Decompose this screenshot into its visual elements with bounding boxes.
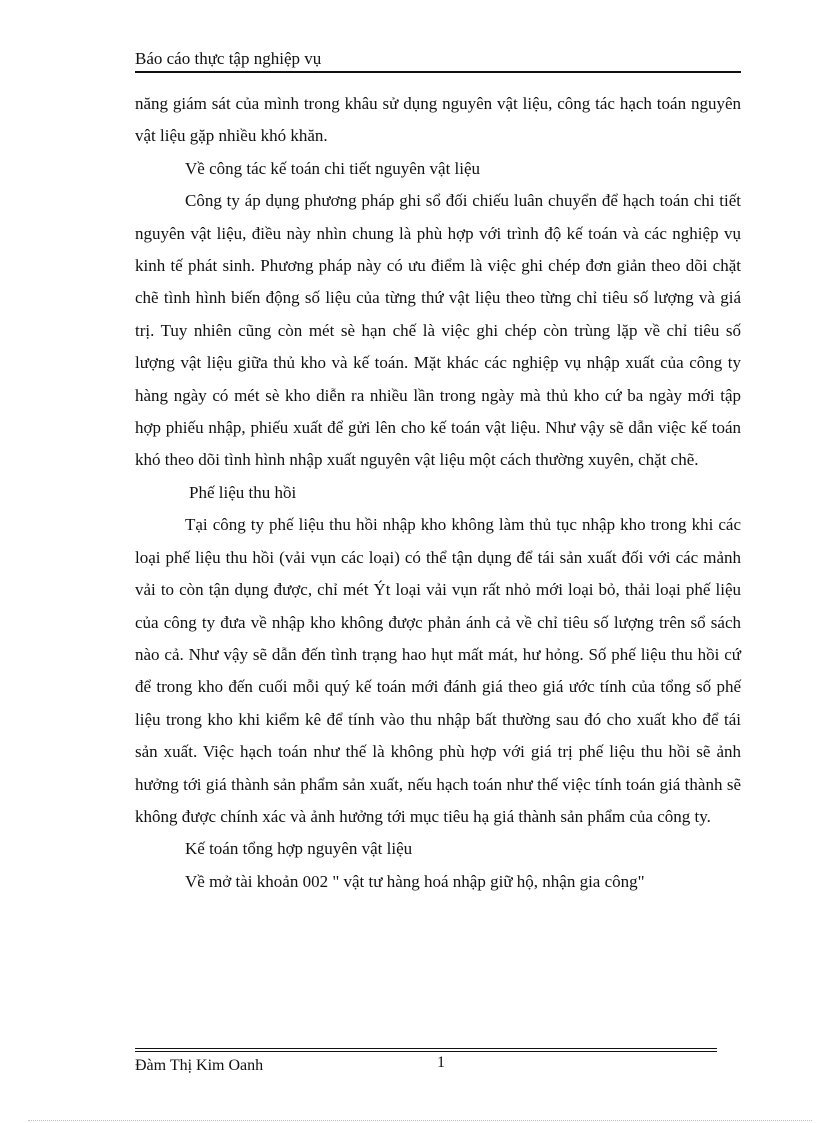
- section-heading-general-accounting: Kế toán tổng hợp nguyên vật liệu: [185, 839, 413, 859]
- footer-rule: [135, 1048, 717, 1049]
- footer-author: Đàm Thị Kim Oanh: [135, 1057, 264, 1074]
- section-heading-scrap: Phế liệu thu hồi: [189, 482, 297, 502]
- page-footer: [135, 1048, 717, 1078]
- paragraph-account-002: Về mở tài khoản 002 " vật tư hàng hoá nhập giữ hộ, nhận gia công": [185, 871, 645, 891]
- page-header: [135, 48, 741, 70]
- header-rule: [135, 71, 741, 73]
- paragraph-detail-accounting: Công ty áp dụng phương pháp ghi sổ đối chiếu luân chuyển để hạch toán chi tiết nguyên vật liệu, điều này nhìn chung là phù hợp với trình độ kế toán và các nghiệp vụ kinh tế phát sinh. Phương pháp này có ưu điểm là việc ghi chép đơn giản theo dõi chặt chẽ tình hình biến động số liệu của từng thứ vật liệu theo từng chỉ tiêu số lượng và giá trị. Tuy nhiên cũng còn mét sè hạn chế là việc ghi chép còn trùng lặp về chỉ tiêu số lượng vật liệu giữa thủ kho và kế toán. Mặt khác các nghiệp vụ nhập xuất của công ty hàng ngày có mét sè kho diễn ra nhiều lần trong ngày mà thủ kho cứ ba ngày mới tập hợp phiếu nhập, phiếu xuất để gửi lên cho kế toán vật liệu. Như vậy sẽ dẫn việc kế toán khó theo dõi tình hình nhập xuất nguyên vật liệu một cách thường xuyên, chặt chẽ.: [135, 191, 741, 470]
- page-number: 1: [437, 1054, 445, 1071]
- footer-rule: [135, 1051, 717, 1052]
- document-body: [135, 88, 741, 898]
- section-heading-detail-accounting: Về công tác kế toán chi tiết nguyên vật liệu: [185, 158, 481, 178]
- paragraph-continuation: năng giám sát của mình trong khâu sử dụng nguyên vật liệu, công tác hạch toán nguyên vật liệu gặp nhiều khó khăn.: [135, 94, 741, 146]
- header-title: Báo cáo thực tập nghiệp vụ: [135, 49, 322, 68]
- paragraph-scrap: Tại công ty phế liệu thu hồi nhập kho không làm thủ tục nhập kho trong khi các loại phế liệu thu hồi (vải vụn các loại) có thể tận dụng để tái sản xuất đối với các mảnh vải to còn tận dụng được, chỉ mét Ýt loại vải vụn rất nhỏ mới loại bỏ, thải loại phế liệu của công ty đưa về nhập kho không được phản ánh cả về chỉ tiêu số lượng trên sổ sách nào cả. Như vậy sẽ dẫn đến tình trạng hao hụt mất mát, hư hỏng. Số phế liệu thu hồi cứ để trong kho đến cuối mỗi quý kế toán mới đánh giá theo giá ước tính của tổng số phế liệu trong kho khi kiểm kê để tính vào thu nhập bất thường sau đó cho xuất kho để tái sản xuất. Việc hạch toán như thế là không phù hợp với giá trị phế liệu thu hồi sẽ ảnh hưởng tới giá thành sản phẩm sản xuất, nếu hạch toán như thế việc tính toán giá thành sẽ không được chính xác và ảnh hưởng tới mục tiêu hạ giá thành sản phẩm của công ty.: [135, 515, 741, 826]
- page-edge: [28, 1120, 812, 1121]
